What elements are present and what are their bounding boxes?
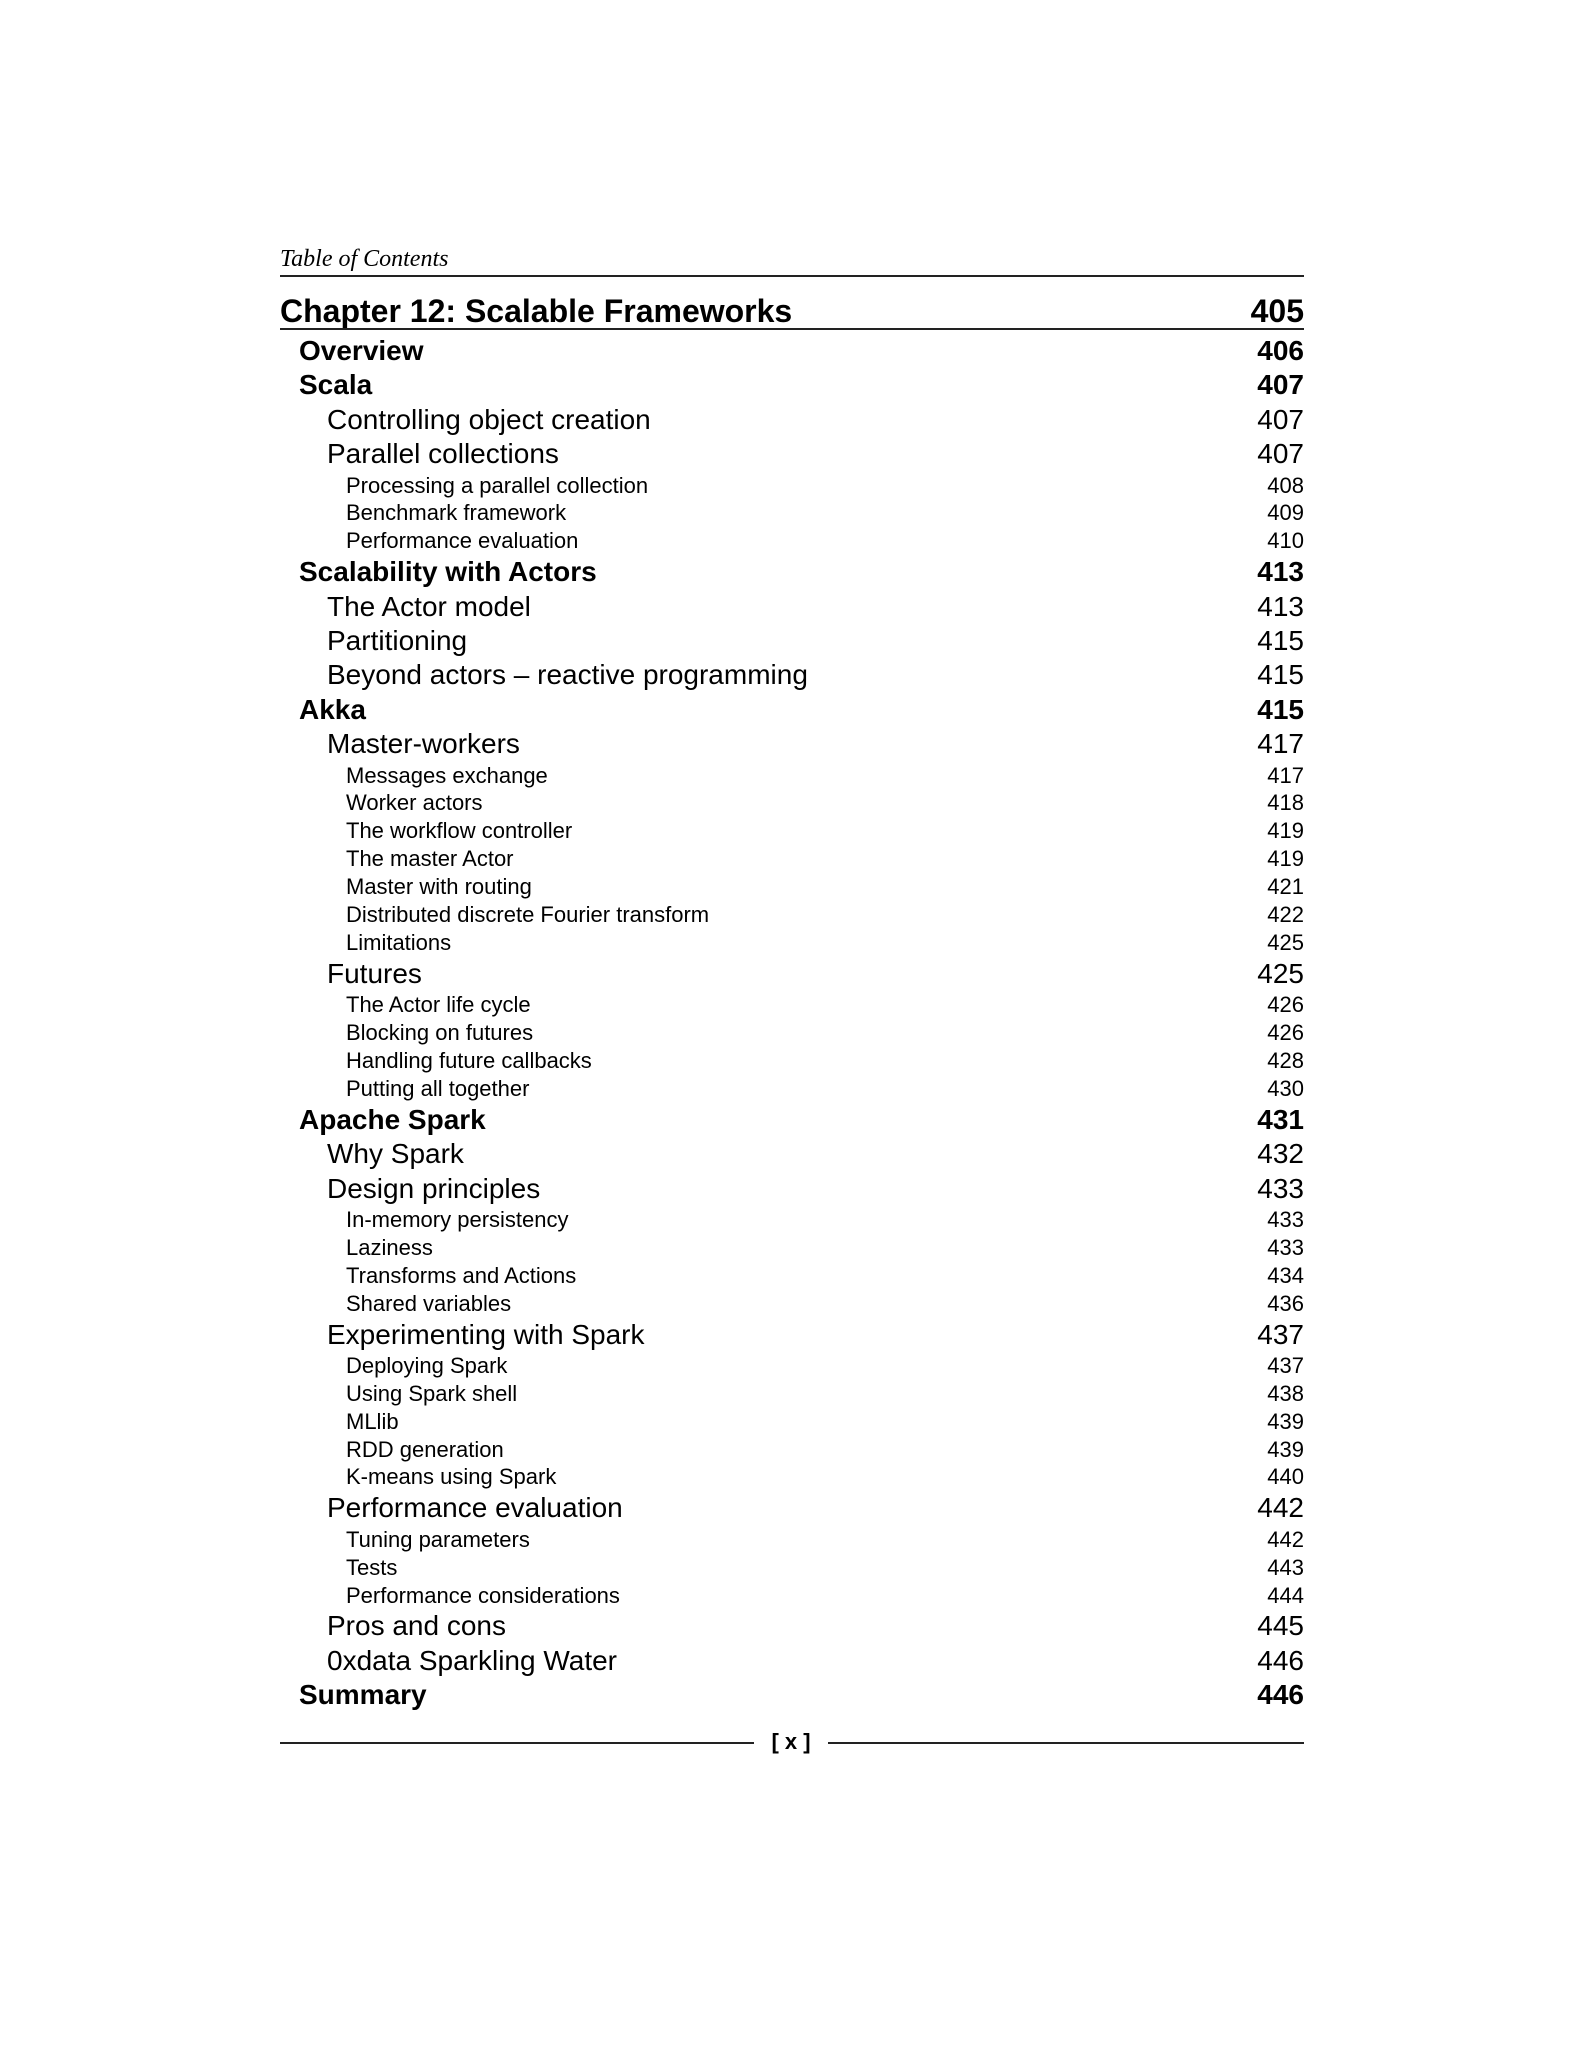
toc-entry-page-number: 433 (1267, 1206, 1304, 1232)
toc-entry-title: Performance evaluation (327, 1492, 623, 1524)
toc-entry-page-number: 407 (1257, 438, 1304, 470)
toc-entry-page-number: 438 (1267, 1380, 1304, 1406)
toc-entry-page-number: 408 (1267, 472, 1304, 498)
toc-entry-title: Overview (299, 335, 424, 366)
toc-entry-page-number: 413 (1257, 590, 1304, 622)
toc-entry-page-number: 446 (1257, 1644, 1304, 1676)
toc-entry-level-3[interactable] (280, 1234, 1304, 1262)
toc-entry-level-2[interactable] (280, 403, 1304, 437)
toc-entry-page-number: 426 (1267, 1020, 1304, 1046)
toc-entry-page-number: 446 (1257, 1679, 1304, 1711)
toc-entry-page-number: 437 (1267, 1352, 1304, 1378)
toc-entry-title: In-memory persistency (346, 1206, 569, 1232)
toc-entry-title: RDD generation (346, 1436, 504, 1462)
toc-entry-level-3[interactable] (280, 929, 1304, 957)
toc-entry-level-3[interactable] (280, 789, 1304, 817)
toc-entry-page-number: 410 (1267, 528, 1304, 554)
toc-entry-title: Futures (327, 957, 422, 989)
toc-entry-page-number: 439 (1267, 1408, 1304, 1434)
toc-entry-level-3[interactable] (280, 1352, 1304, 1380)
toc-entry-page-number: 437 (1257, 1318, 1304, 1350)
toc-entry-page-number: 417 (1267, 762, 1304, 788)
toc-entry-title: K-means using Spark (346, 1464, 557, 1490)
toc-entry-page-number: 413 (1257, 556, 1304, 588)
toc-entry-level-2[interactable] (280, 1491, 1304, 1525)
toc-entry-title: Akka (299, 693, 366, 725)
toc-entry-page-number: 417 (1257, 728, 1304, 760)
toc-entry-page-number: 425 (1267, 929, 1304, 955)
toc-entry-title: Tests (346, 1554, 398, 1580)
toc-entry-title: MLlib (346, 1408, 399, 1434)
toc-entry-level-3[interactable] (280, 1554, 1304, 1582)
toc-entry-level-3[interactable] (280, 1436, 1304, 1464)
toc-entry-title: Pros and cons (327, 1610, 506, 1642)
toc-entry-page-number: 443 (1267, 1554, 1304, 1580)
toc-entry-page-number: 415 (1257, 693, 1304, 725)
toc-entry-level-3[interactable] (280, 472, 1304, 500)
toc-entry-page-number: 407 (1257, 403, 1304, 435)
toc-entry-page-number: 426 (1267, 992, 1304, 1018)
toc-entry-level-1[interactable] (280, 368, 1304, 402)
toc-entry-title: The Actor life cycle (346, 992, 531, 1018)
toc-entry-level-3[interactable] (280, 762, 1304, 790)
toc-entry-level-3[interactable] (280, 1075, 1304, 1103)
toc-entry-page-number: 418 (1267, 790, 1304, 816)
toc-entry-level-2[interactable] (280, 1172, 1304, 1206)
toc-entry-level-3[interactable] (280, 873, 1304, 901)
toc-entry-level-3[interactable] (280, 527, 1304, 555)
toc-entry-title: Putting all together (346, 1075, 530, 1101)
toc-entry-level-3[interactable] (280, 901, 1304, 929)
toc-entry-title: Shared variables (346, 1290, 512, 1316)
toc-entry-level-1[interactable] (280, 1103, 1304, 1137)
toc-entry-page-number: 421 (1267, 874, 1304, 900)
toc-entry-title: Master with routing (346, 874, 532, 900)
toc-entry-title: Performance evaluation (346, 528, 579, 554)
toc-entry-level-2[interactable] (280, 1318, 1304, 1352)
toc-entry-page-number: 439 (1267, 1436, 1304, 1462)
toc-entry-level-2[interactable] (280, 727, 1304, 761)
toc-entry-level-2[interactable] (280, 1137, 1304, 1171)
toc-entry-level-3[interactable] (280, 1047, 1304, 1075)
toc-entry-title: Partitioning (327, 625, 468, 657)
toc-entry-page-number: 433 (1257, 1172, 1304, 1204)
toc-entry-level-3[interactable] (280, 1206, 1304, 1234)
toc-entry-page-number: 442 (1267, 1526, 1304, 1552)
footer-rule-left (280, 1742, 754, 1744)
toc-entry-title: Transforms and Actions (346, 1262, 577, 1288)
toc-entry-title: Why Spark (327, 1138, 464, 1170)
toc-entry-page-number: 422 (1267, 902, 1304, 928)
toc-entry-level-3[interactable] (280, 1380, 1304, 1408)
toc-entry-level-3[interactable] (280, 1582, 1304, 1610)
toc-entry-page-number: 434 (1267, 1262, 1304, 1288)
toc-entry-page-number: 431 (1257, 1103, 1304, 1135)
toc-entry-level-3[interactable] (280, 1019, 1304, 1047)
toc-entry-level-2[interactable] (280, 1609, 1304, 1643)
toc-entry-title: Scalability with Actors (299, 556, 597, 588)
toc-entry-level-1[interactable] (280, 334, 1304, 368)
toc-entry-level-2[interactable] (280, 1644, 1304, 1678)
toc-entry-page-number: 419 (1267, 846, 1304, 872)
toc-entry-page-number: 428 (1267, 1047, 1304, 1073)
toc-entry-title: The Actor model (327, 590, 531, 622)
chapter-page-number: 405 (1250, 293, 1304, 329)
header-rule (280, 275, 1304, 277)
footer-rule-right (828, 1742, 1304, 1744)
toc-entry-page-number: 425 (1257, 957, 1304, 989)
toc-entry-title: Limitations (346, 929, 452, 955)
toc-entry-title: Controlling object creation (327, 403, 651, 435)
toc-entry-page-number: 407 (1257, 369, 1304, 401)
toc-entry-title: 0xdata Sparkling Water (327, 1644, 617, 1676)
toc-entry-title: Performance considerations (346, 1582, 620, 1608)
toc-entry-page-number: 432 (1257, 1138, 1304, 1170)
toc-entry-page-number: 444 (1267, 1582, 1304, 1608)
toc-entry-title: Distributed discrete Fourier transform (346, 902, 710, 928)
toc-entry-title: Processing a parallel collection (346, 472, 649, 498)
toc-entry-level-1[interactable] (280, 1678, 1304, 1712)
toc-entry-level-3[interactable] (280, 1262, 1304, 1290)
toc-entry-level-3[interactable] (280, 817, 1304, 845)
toc-entry-page-number: 415 (1257, 625, 1304, 657)
toc-entry-level-3[interactable] (280, 1526, 1304, 1554)
toc-entry-title: Deploying Spark (346, 1352, 508, 1378)
toc-entry-page-number: 440 (1267, 1464, 1304, 1490)
toc-entry-title: Handling future callbacks (346, 1047, 592, 1073)
toc-entry-page-number: 445 (1257, 1610, 1304, 1642)
toc-entry-page-number: 442 (1257, 1492, 1304, 1524)
toc-entry-title: Laziness (346, 1234, 433, 1260)
toc-entry-page-number: 436 (1267, 1290, 1304, 1316)
toc-entry-page-number: 433 (1267, 1234, 1304, 1260)
toc-entry-title: Worker actors (346, 790, 483, 816)
toc-entry-page-number: 430 (1267, 1075, 1304, 1101)
toc-entry-level-3[interactable] (280, 1290, 1304, 1318)
running-header: Table of Contents (280, 246, 449, 272)
toc-entry-level-3[interactable] (280, 1463, 1304, 1491)
toc-entry-title: Benchmark framework (346, 500, 567, 526)
toc-entry-level-3[interactable] (280, 845, 1304, 873)
toc-entry-level-1[interactable] (280, 693, 1304, 727)
toc-entry-level-2[interactable] (280, 590, 1304, 624)
chapter-heading[interactable] (280, 294, 1304, 328)
toc-entry-title: Parallel collections (327, 438, 559, 470)
toc-entry-level-1[interactable] (280, 555, 1304, 589)
toc-entry-title: Experimenting with Spark (327, 1318, 645, 1350)
toc-list (280, 334, 1304, 1713)
toc-entry-title: The workflow controller (346, 818, 573, 844)
toc-entry-title: Scala (299, 369, 373, 401)
toc-entry-title: Tuning parameters (346, 1526, 530, 1552)
toc-entry-level-3[interactable] (280, 991, 1304, 1019)
toc-entry-title: The master Actor (346, 846, 514, 872)
toc-entry-page-number: 406 (1257, 335, 1304, 366)
page-number: [ x ] (771, 1729, 811, 1754)
toc-entry-title: Using Spark shell (346, 1380, 518, 1406)
chapter-title: Chapter 12: Scalable Frameworks (280, 293, 793, 329)
toc-entry-level-3[interactable] (280, 499, 1304, 527)
toc-entry-level-2[interactable] (280, 658, 1304, 692)
toc-entry-title: Blocking on futures (346, 1020, 534, 1046)
toc-entry-title: Beyond actors – reactive programming (327, 659, 808, 691)
toc-entry-title: Design principles (327, 1172, 541, 1204)
toc-entry-title: Apache Spark (299, 1103, 486, 1135)
toc-entry-page-number: 415 (1257, 659, 1304, 691)
chapter-rule (280, 328, 1304, 330)
toc-entry-level-2[interactable] (280, 624, 1304, 658)
toc-entry-title: Summary (299, 1679, 427, 1711)
toc-entry-page-number: 409 (1267, 500, 1304, 526)
toc-entry-level-3[interactable] (280, 1408, 1304, 1436)
toc-entry-title: Master-workers (327, 728, 520, 760)
toc-entry-level-2[interactable] (280, 957, 1304, 991)
toc-entry-title: Messages exchange (346, 762, 548, 788)
toc-entry-page-number: 419 (1267, 818, 1304, 844)
toc-entry-level-2[interactable] (280, 437, 1304, 471)
